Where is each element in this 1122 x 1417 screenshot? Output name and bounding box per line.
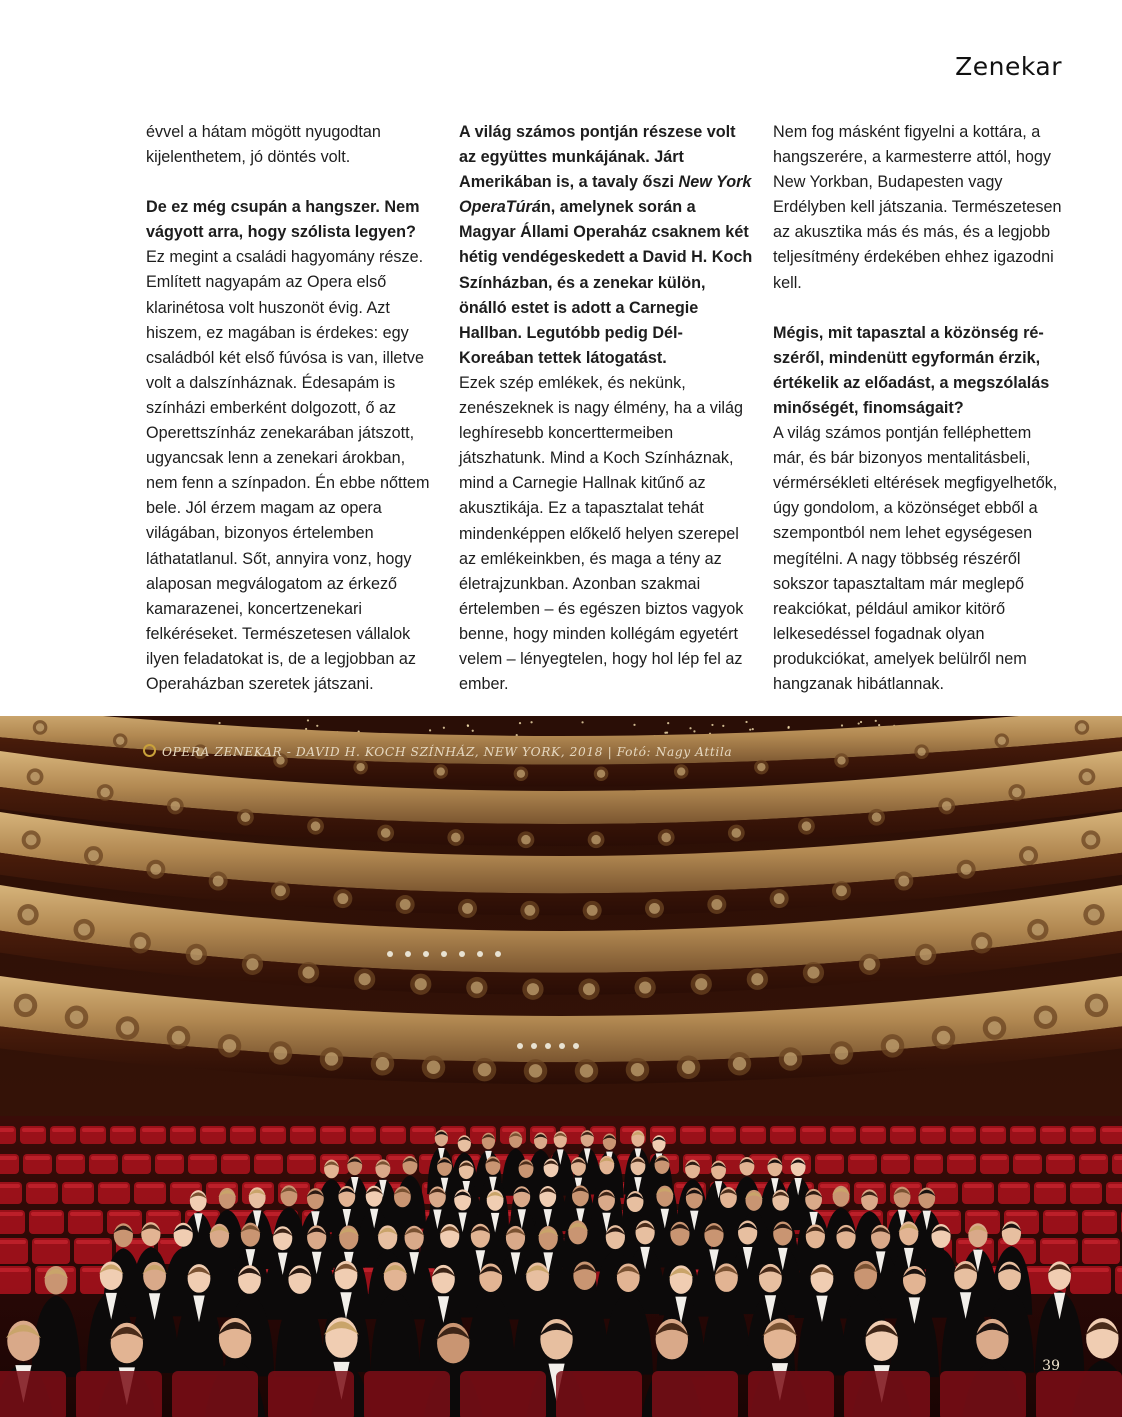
paragraph: A világ számos pontján felléphettem már, és bár bizonyos mentalitásbeli, vérmérsékleti eltérések megfigyelhetők, úgy gondolom, a közönséget ebből a szempontból nem lehet egységesen megítélni. A nagy többség részéről sokszor tapasztaltam már meglepő reakciókat, például amikor kitörő lelkesedéssel fogadnak olyan produkciókat, amelyek belülről nem hangzanak hibátlannak. [773,424,1058,693]
paragraph: Ezek szép emlékek, és nekünk, zenészeknek is nagy élmény, ha a világ leghíresebb koncerttermeiben játszhatunk. Mind a Koch Színháznak, mind a Carnegie Hallnak kitűnő az akusztikája. Ez a tapasztalat tehát mindenképpen előkelő helyen szerepel az emlékeinkben, és maga a tény az életrajzunkban. Azonban szakmai értelemben – és egészen biztos vagyok benne, hogy minden kollégám egyetért velem – lényegtelen, hogy hol lép fel az ember. [459,373,744,694]
interview-question: De ez még csupán a hangszer. Nem vágyott arra, hogy szólista legyen? [146,198,420,242]
article-column-1 [146,120,438,697]
paragraph: Ez megint a családi hagyomány része. Említett nagyapám az Opera első klarinétosa volt huszonöt évig. Azt hiszem, ez magában is érdekes: egy családból két első fúvósa is van, illetve volt a dalszínháznak. Édesapám is színházi emberként dolgozott, ő az Operettszínház zenekarában játszott, ugyancsak lenn a zenekari árokban, nem fenn a színpadon. Én ebbe nőttem bele. Jól érzem magam az opera világában, bizonyos értelemben láthatatlanul. Sőt, annyira vonz, hogy alaposan megválogatom az érkező kamarazenei, koncertzenekari felkéréseket. Természetesen vállalok ilyen feladatokat is, de a legjobban az Operaházban szeretek játszani. [146,248,430,693]
paragraph: Nem fog másként figyelni a kottára, a hangszerére, a karmesterre attól, hogy New Yorkban, Budapesten vagy Erdélyben kell játszania. Természetesen az akusztika más és más, és a legjobb teljesítmény érdekében ehhez igazodni kell. [773,123,1062,292]
section-title: Zenekar [955,52,1062,81]
orchestra-photo [0,716,1122,1417]
photo-caption: OPERA ZENEKAR - DAVID H. KOCH SZÍNHÁZ, NEW YORK, 2018 | Fotó: Nagy Attila [143,744,732,759]
emphasis-text: New York OperaTúrá [459,173,752,217]
interview-question: Mégis, mit tapasztal a közönség részéről, mindenütt egyformán érzik, értékelik az előadást, a megszólalás minőségét, finomságait? [773,323,1050,417]
article-column-2 [459,120,753,697]
page-number: 39 [1042,1358,1060,1374]
article-column-3 [773,120,1065,697]
paragraph: évvel a hátam mögött nyugodtan kijelenthetem, jó döntés volt. [146,123,381,167]
theater-illustration [0,716,1122,1417]
caption-bullet-icon [143,744,156,757]
interview-question: A világ számos pontján részese volt az együttes munkájának. Járt Amerikában is, a tavaly őszi New York OperaTúrán, amelynek során a Magyar Állami Operaház csaknem két hétig vendégeskedett a David H. Koch Színházban, és a zenekar külön, önálló estet is adott a Carnegie Hallban. Legutóbb pedig Dél-Koreában tettek látogatást. [459,123,753,367]
